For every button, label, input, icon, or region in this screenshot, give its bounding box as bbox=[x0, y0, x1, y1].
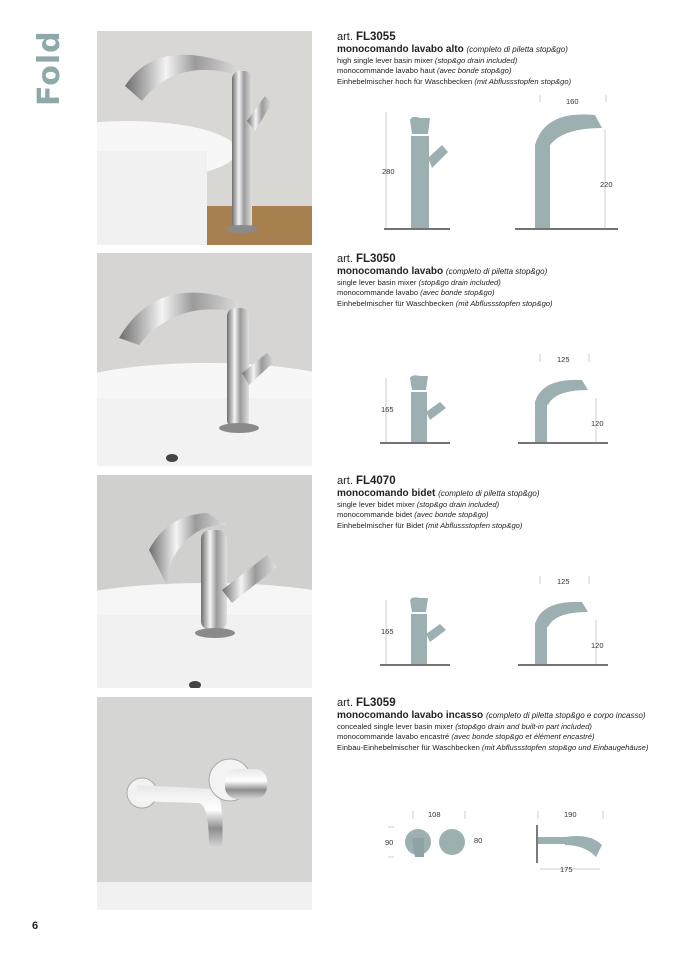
product-info-fl3055 bbox=[337, 31, 657, 87]
technical-drawing-fl4070 bbox=[370, 572, 630, 672]
dim-depth: 125 bbox=[557, 577, 570, 586]
dim-height: 280 bbox=[382, 167, 395, 176]
article-line: art. FL3050 bbox=[337, 253, 396, 265]
product-photo-fl3059 bbox=[97, 697, 312, 910]
dim-depth: 160 bbox=[566, 97, 579, 106]
product-name: monocomando lavabo alto (completo di piletta stop&go) bbox=[337, 44, 568, 55]
dim-spout: 220 bbox=[600, 180, 613, 189]
dim-spout: 120 bbox=[591, 641, 604, 650]
technical-drawing-fl3059 bbox=[380, 805, 620, 885]
product-description: high single lever basin mixer (stop&go drain included) monocommande lavabo haut (avec bonde stop&go) Einhebelmischer hoch für Waschbecken (mit Abflussstopfen stop&go) bbox=[337, 56, 572, 86]
product-info-fl3059 bbox=[337, 697, 657, 753]
dim-depth: 125 bbox=[557, 355, 570, 364]
technical-drawing-fl3055 bbox=[370, 90, 630, 240]
dim-knob: 80 bbox=[474, 836, 483, 845]
dim-height: 165 bbox=[381, 405, 394, 414]
article-line: art. FL3055 bbox=[337, 31, 396, 43]
dim-spout: 120 bbox=[591, 419, 604, 428]
product-name: monocomando lavabo (completo di piletta stop&go) bbox=[337, 266, 548, 277]
product-description: single lever bidet mixer (stop&go drain included) monocommande bidet (avec bonde stop&go) Einhebelmischer für Bidet (mit Abflussstopfen stop&go) bbox=[337, 500, 523, 530]
page-number: 6 bbox=[32, 920, 39, 932]
series-title: Fold bbox=[32, 30, 67, 106]
product-info-fl4070 bbox=[337, 475, 657, 531]
dim-depth: 190 bbox=[564, 810, 577, 819]
dim-spout: 175 bbox=[560, 865, 573, 874]
product-photo-fl4070 bbox=[97, 475, 312, 688]
article-line: art. FL4070 bbox=[337, 475, 396, 487]
product-info-fl3050 bbox=[337, 253, 657, 309]
dim-plate-height: 90 bbox=[385, 838, 394, 847]
product-name: monocomando lavabo incasso (completo di piletta stop&go e corpo incasso) bbox=[337, 710, 646, 721]
article-line: art. FL3059 bbox=[337, 697, 396, 709]
technical-drawing-fl3050 bbox=[370, 350, 630, 450]
product-name: monocomando bidet (completo di piletta stop&go) bbox=[337, 488, 540, 499]
product-photo-fl3055 bbox=[97, 31, 312, 245]
dim-height: 165 bbox=[381, 627, 394, 636]
dim-plate-width: 108 bbox=[428, 810, 441, 819]
product-description: concealed single lever basin mixer (stop&go drain and built-in part included) monocommande lavabo encastré (avec bonde stop&go et élément encastré) Einbau-Einhebelmischer für Waschbecken (mit Abflussstopfen stop&go und Einbaugehäuse) bbox=[337, 722, 649, 752]
product-photo-fl3050 bbox=[97, 253, 312, 466]
product-description: single lever basin mixer (stop&go drain included) monocommande lavabo (avec bonde stop&go) Einhebelmischer für Waschbecken (mit Abflussstopfen stop&go) bbox=[337, 278, 553, 308]
